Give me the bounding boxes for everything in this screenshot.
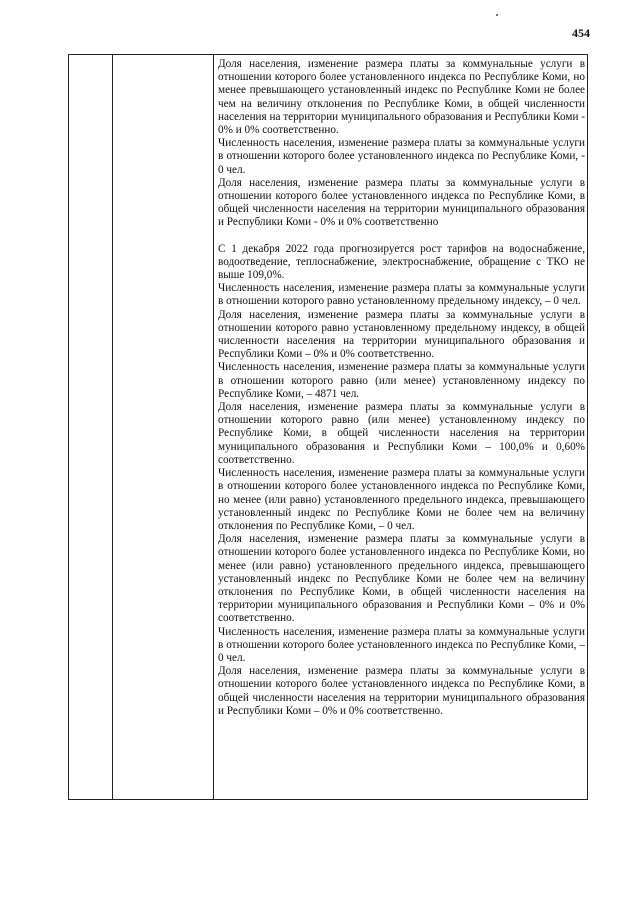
scan-speck xyxy=(496,14,498,16)
table-column-number xyxy=(69,55,113,799)
page-number: 454 xyxy=(572,26,590,40)
paragraph: Численность населения, изменение размера платы за коммунальные услуги в отношении которого более установленного индекса по Республике Коми, – 0 чел. xyxy=(218,625,585,664)
paragraph: Численность населения, изменение размера платы за коммунальные услуги в отношении которого более установленного индекса по Республике Коми, но менее (или равно) установленного предельного индекса, превышающего установленный индекс по Республике Коми не более чем на величину отклонения по Республике Коми, – 0 чел. xyxy=(218,467,585,532)
paragraph: Доля населения, изменение размера платы за коммунальные услуги в отношении которого более установленного индекса по Республике Коми, но менее (или равно) установленного предельного индекса, превышающего установленный индекс по Республике Коми не более чем на величину отклонения по Республике Коми, в общей численности населения на территории муниципального образования и Республики Коми – 0% и 0% соответственно. xyxy=(218,533,585,625)
paragraph: Доля населения, изменение размера платы за коммунальные услуги в отношении которого более установленного индекса по Республике Коми, в общей численности населения на территории муниципального образования и Республики Коми - 0% и 0% соответственно xyxy=(218,176,585,229)
paragraph: Численность населения, изменение размера платы за коммунальные услуги в отношении которого равно (или менее) установленному индексу по Республике Коми, – 4871 чел. xyxy=(218,361,585,400)
spacer xyxy=(218,230,585,243)
paragraph: Доля населения, изменение размера платы за коммунальные услуги в отношении которого равно (или менее) установленному индексу по Республике Коми, в общей численности населения на территории муниципального образования и Республики Коми – 100,0% и 0,60% соответственно. xyxy=(218,401,585,466)
paragraph: Численность населения, изменение размера платы за коммунальные услуги в отношении которого равно установленному предельному индексу, – 0 чел. xyxy=(218,282,585,308)
table-column-description xyxy=(214,55,589,799)
table-column-name xyxy=(112,55,214,799)
paragraph: С 1 декабря 2022 года прогнозируется рост тарифов на водоснабжение, водоотведение, теплоснабжение, электроснабжение, обращение с ТКО не выше 109,0%. xyxy=(218,242,585,282)
paragraph: Доля населения, изменение размера платы за коммунальные услуги в отношении которого равно установленному предельному индексу, в общей численности населения на территории муниципального образования и Республики Коми – 0% и 0% соответственно. xyxy=(218,308,585,361)
document-table xyxy=(68,54,588,800)
paragraph: Численность населения, изменение размера платы за коммунальные услуги в отношении которого более установленного индекса по Республике Коми, - 0 чел. xyxy=(218,137,585,176)
paragraph: Доля населения, изменение размера платы за коммунальные услуги в отношении которого более установленного индекса по Республике Коми, но менее превышающего установленный индекс по Республике Коми не более чем на величину отклонения по Республике Коми, в общей численности населения на территории муниципального образования и Республики Коми - 0% и 0% соответственно. xyxy=(218,58,585,137)
paragraph: Доля населения, изменение размера платы за коммунальные услуги в отношении которого более установленного индекса по Республике Коми, в общей численности населения на территории муниципального образования и Республики Коми – 0% и 0% соответственно. xyxy=(218,665,585,717)
